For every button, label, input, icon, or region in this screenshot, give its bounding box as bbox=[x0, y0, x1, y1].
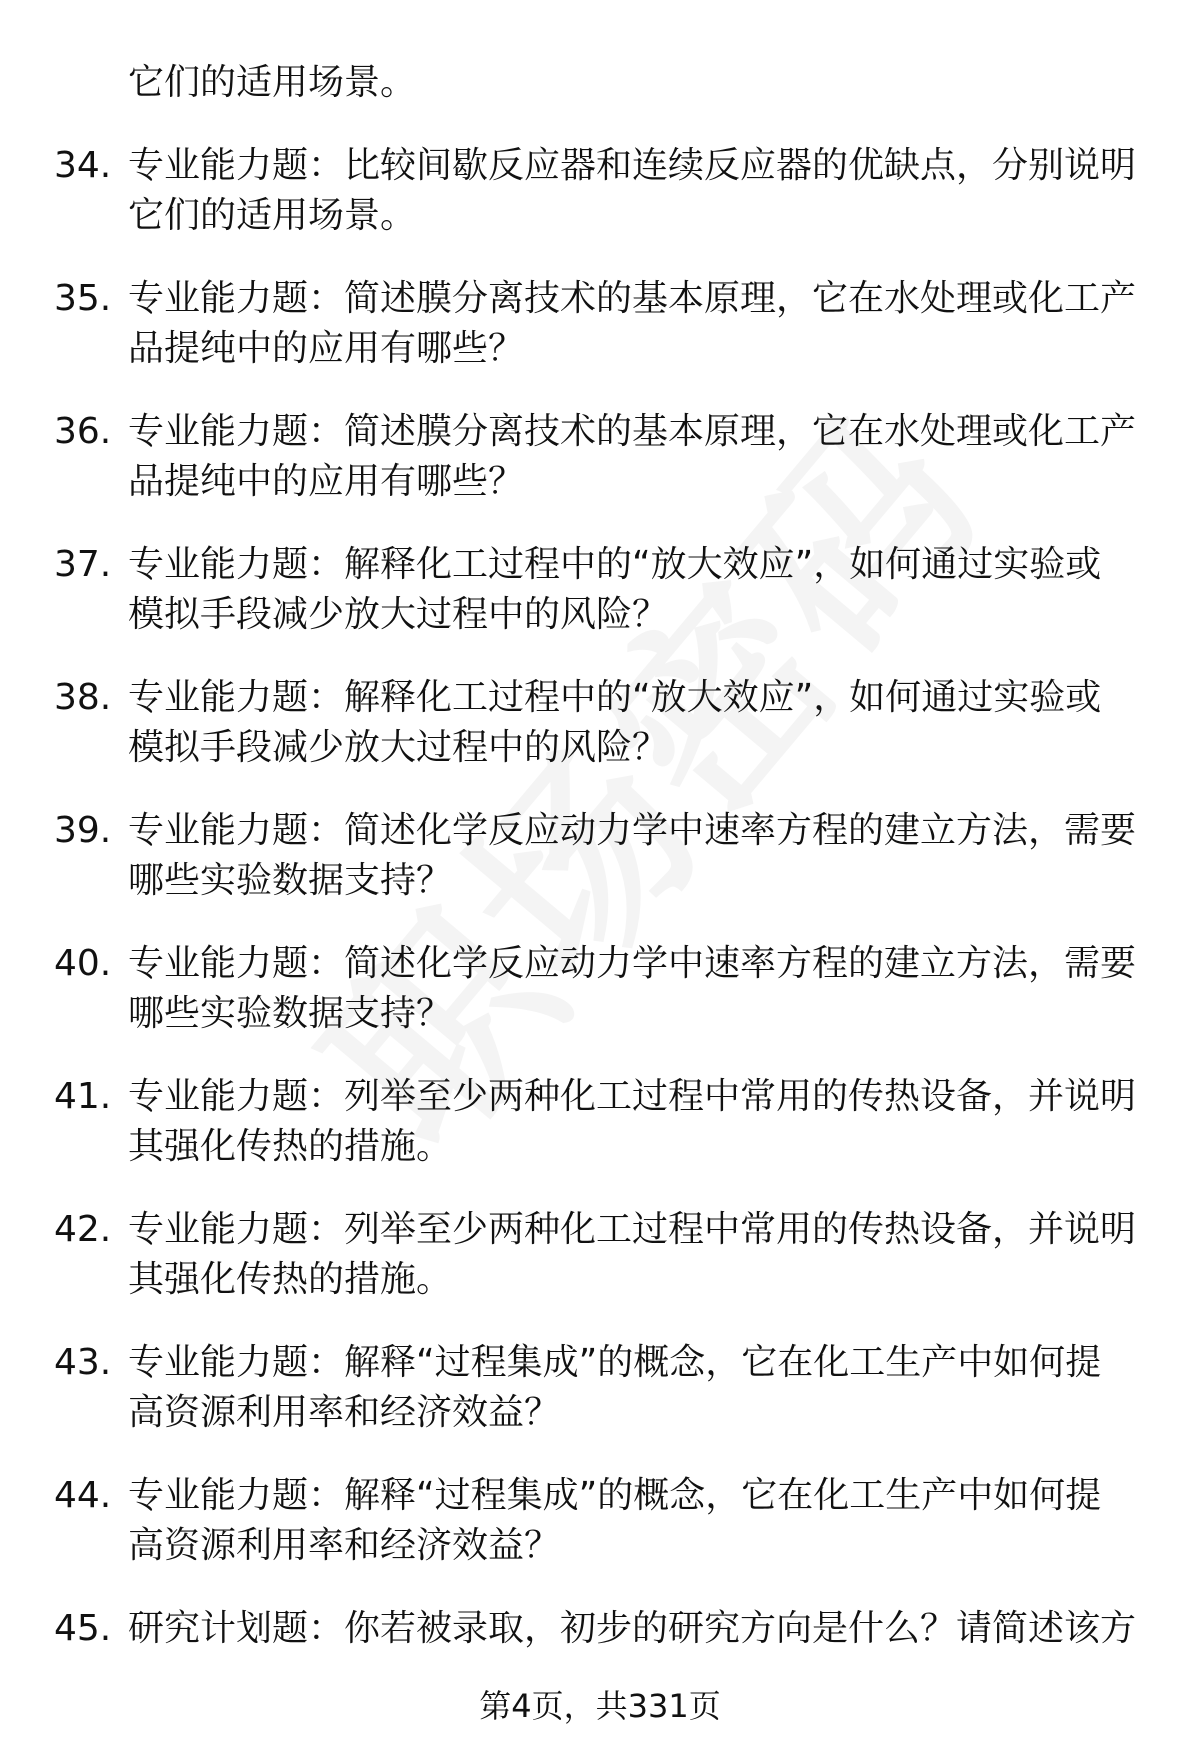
item-text-line-2: 其强化传热的措施。 bbox=[128, 1259, 453, 1300]
item-text-line-1: 专业能力题：列举至少两种化工过程中常用的传热设备，并说明 bbox=[128, 1209, 1137, 1250]
question-list bbox=[0, 58, 1200, 1654]
item-text-line-2: 品提纯中的应用有哪些？ bbox=[128, 461, 525, 502]
item-text-line-1: 专业能力题：解释“过程集成”的概念，它在化工生产中如何提 bbox=[128, 1475, 1102, 1516]
item-text-line-2: 其强化传热的措施。 bbox=[128, 1126, 453, 1167]
list-item bbox=[0, 407, 1200, 507]
item-text-line-1: 专业能力题：简述膜分离技术的基本原理，它在水处理或化工产 bbox=[128, 278, 1137, 319]
list-item bbox=[0, 1471, 1200, 1571]
item-text-line-1: 研究计划题：你若被录取，初步的研究方向是什么？请简述该方 bbox=[128, 1608, 1137, 1649]
item-text-line-1: 专业能力题：简述化学反应动力学中速率方程的建立方法，需要 bbox=[128, 943, 1137, 984]
item-number: 38. bbox=[54, 677, 112, 718]
item-number: 39. bbox=[54, 810, 112, 851]
item-text-line-2: 它们的适用场景。 bbox=[128, 195, 417, 236]
item-text-line-2: 品提纯中的应用有哪些？ bbox=[128, 328, 525, 369]
item-text-line-1: 专业能力题：解释化工过程中的“放大效应”，如何通过实验或 bbox=[128, 544, 1102, 585]
item-number: 35. bbox=[54, 278, 112, 319]
item-text-line-2: 高资源利用率和经济效益？ bbox=[128, 1392, 561, 1433]
page-footer: 第4页，共331页 bbox=[479, 1687, 721, 1725]
list-item bbox=[0, 540, 1200, 640]
list-item bbox=[0, 806, 1200, 906]
item-number: 45. bbox=[54, 1608, 112, 1649]
list-item bbox=[0, 1072, 1200, 1172]
item-number: 34. bbox=[54, 145, 112, 186]
list-item bbox=[0, 1604, 1200, 1654]
list-item bbox=[0, 939, 1200, 1039]
item-number: 42. bbox=[54, 1209, 112, 1250]
item-text-line-1: 专业能力题：解释“过程集成”的概念，它在化工生产中如何提 bbox=[128, 1342, 1102, 1383]
item-text-line-1: 专业能力题：简述化学反应动力学中速率方程的建立方法，需要 bbox=[128, 810, 1137, 851]
list-item bbox=[0, 274, 1200, 374]
item-text-line-1: 专业能力题：解释化工过程中的“放大效应”，如何通过实验或 bbox=[128, 677, 1102, 718]
item-number: 44. bbox=[54, 1475, 112, 1516]
item-text-line-2: 模拟手段减少放大过程中的风险？ bbox=[128, 594, 669, 635]
item-text-line-2: 模拟手段减少放大过程中的风险？ bbox=[128, 727, 669, 768]
item-number: 41. bbox=[54, 1076, 112, 1117]
list-item bbox=[0, 1338, 1200, 1438]
item-number: 36. bbox=[54, 411, 112, 452]
list-item bbox=[0, 141, 1200, 241]
continuation-text: 它们的适用场景。 bbox=[128, 62, 417, 103]
item-text-line-1: 专业能力题：比较间歇反应器和连续反应器的优缺点，分别说明 bbox=[128, 145, 1137, 186]
item-text-line-1: 专业能力题：简述膜分离技术的基本原理，它在水处理或化工产 bbox=[128, 411, 1137, 452]
item-number: 37. bbox=[54, 544, 112, 585]
list-item bbox=[0, 673, 1200, 773]
item-text-line-2: 哪些实验数据支持？ bbox=[128, 860, 453, 901]
item-text-line-2: 高资源利用率和经济效益？ bbox=[128, 1525, 561, 1566]
item-text-line-1: 专业能力题：列举至少两种化工过程中常用的传热设备，并说明 bbox=[128, 1076, 1137, 1117]
list-item bbox=[0, 1205, 1200, 1305]
item-number: 40. bbox=[54, 943, 112, 984]
item-text-line-2: 哪些实验数据支持？ bbox=[128, 993, 453, 1034]
item-number: 43. bbox=[54, 1342, 112, 1383]
